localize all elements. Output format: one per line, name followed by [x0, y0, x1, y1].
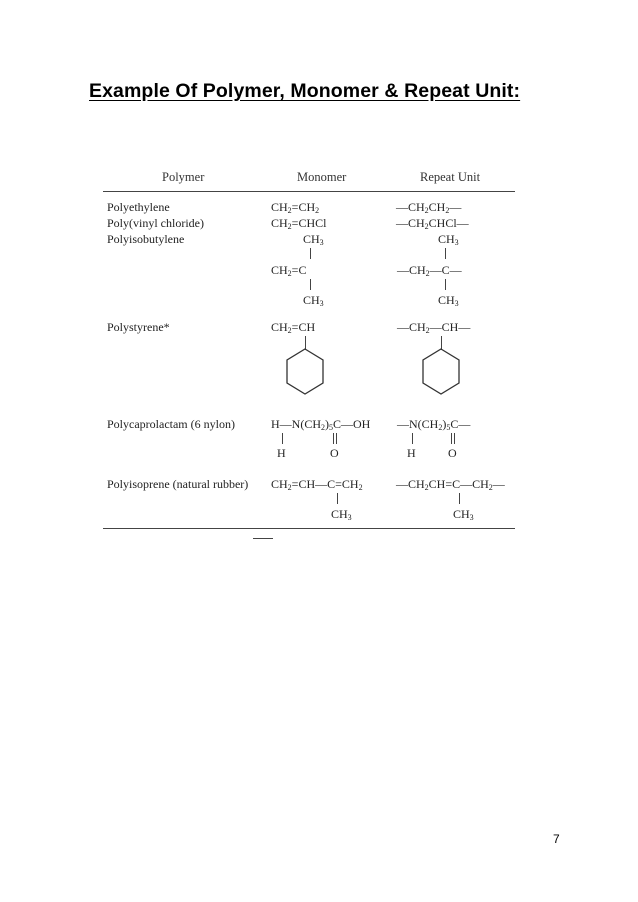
- repeat-unit-formula: $—CH_2CH=C—CH_2—$: [396, 477, 505, 492]
- monomer-bond-bottom: [310, 279, 311, 290]
- page-number: 7: [553, 832, 560, 846]
- polymer-name: Poly(vinyl chloride): [107, 216, 204, 230]
- repeat-h: H: [407, 446, 416, 460]
- page-title: Example Of Polymer, Monomer & Repeat Unit:: [89, 80, 521, 102]
- benzene-ring-icon: [421, 349, 461, 395]
- repeat-unit-formula: $—N(CH_2)_5C—$: [397, 417, 471, 432]
- monomer-bond-top: [310, 248, 311, 259]
- monomer-formula: $CH_2=CH—C=CH_2$: [271, 477, 363, 492]
- header-rule: [103, 191, 515, 192]
- repeat-o: O: [448, 446, 457, 460]
- footnote-rule: [253, 538, 273, 539]
- monomer-formula: $H—N(CH_2)_5C—OH$: [271, 417, 371, 432]
- monomer-methyl: $CH_3$: [331, 507, 352, 522]
- repeat-co-bond: [454, 433, 455, 444]
- repeat-ring-bond: [441, 336, 442, 350]
- repeat-methyl-bond: [459, 493, 460, 504]
- header-polymer: Polymer: [162, 170, 205, 184]
- monomer-nh-bond: [282, 433, 283, 444]
- monomer-ring-bond: [305, 336, 306, 350]
- monomer-methyl-bottom: $CH_3$: [303, 293, 324, 308]
- monomer-h: H: [277, 446, 286, 460]
- footer-rule: [103, 528, 515, 529]
- repeat-methyl-top: $CH_3$: [438, 232, 459, 247]
- monomer-co-bond: [336, 433, 337, 444]
- polymer-name: Polycaprolactam (6 nylon): [107, 417, 235, 431]
- header-monomer: Monomer: [297, 170, 347, 184]
- monomer-methyl-top: $CH_3$: [303, 232, 324, 247]
- repeat-bond-bottom: [445, 279, 446, 290]
- monomer-formula: $CH_2=CH$: [271, 320, 316, 335]
- header-repeat-unit: Repeat Unit: [420, 170, 481, 184]
- monomer-formula: $CH_2=CHCl$: [271, 216, 327, 231]
- benzene-ring-icon: [285, 349, 325, 395]
- monomer-formula: $CH_2=C$: [271, 263, 307, 278]
- repeat-nh-bond: [412, 433, 413, 444]
- monomer-o: O: [330, 446, 339, 460]
- repeat-unit-formula: $—CH_2CH_2—$: [396, 200, 462, 215]
- repeat-unit-formula: $—CH_2—CH—$: [397, 320, 471, 335]
- repeat-co-bond: [451, 433, 452, 444]
- repeat-methyl-bottom: $CH_3$: [438, 293, 459, 308]
- monomer-methyl-bond: [337, 493, 338, 504]
- polymer-name: Polystyrene*: [107, 320, 170, 334]
- polymer-name: Polyisoprene (natural rubber): [107, 477, 249, 491]
- repeat-unit-formula: $—CH_2—C—$: [397, 263, 462, 278]
- monomer-co-bond: [333, 433, 334, 444]
- repeat-methyl: $CH_3$: [453, 507, 474, 522]
- polymer-name: Polyisobutylene: [107, 232, 185, 246]
- repeat-bond-top: [445, 248, 446, 259]
- repeat-unit-formula: $—CH_2CHCl—$: [396, 216, 469, 231]
- monomer-formula: $CH_2=CH_2$: [271, 200, 320, 215]
- polymer-name: Polyethylene: [107, 200, 170, 214]
